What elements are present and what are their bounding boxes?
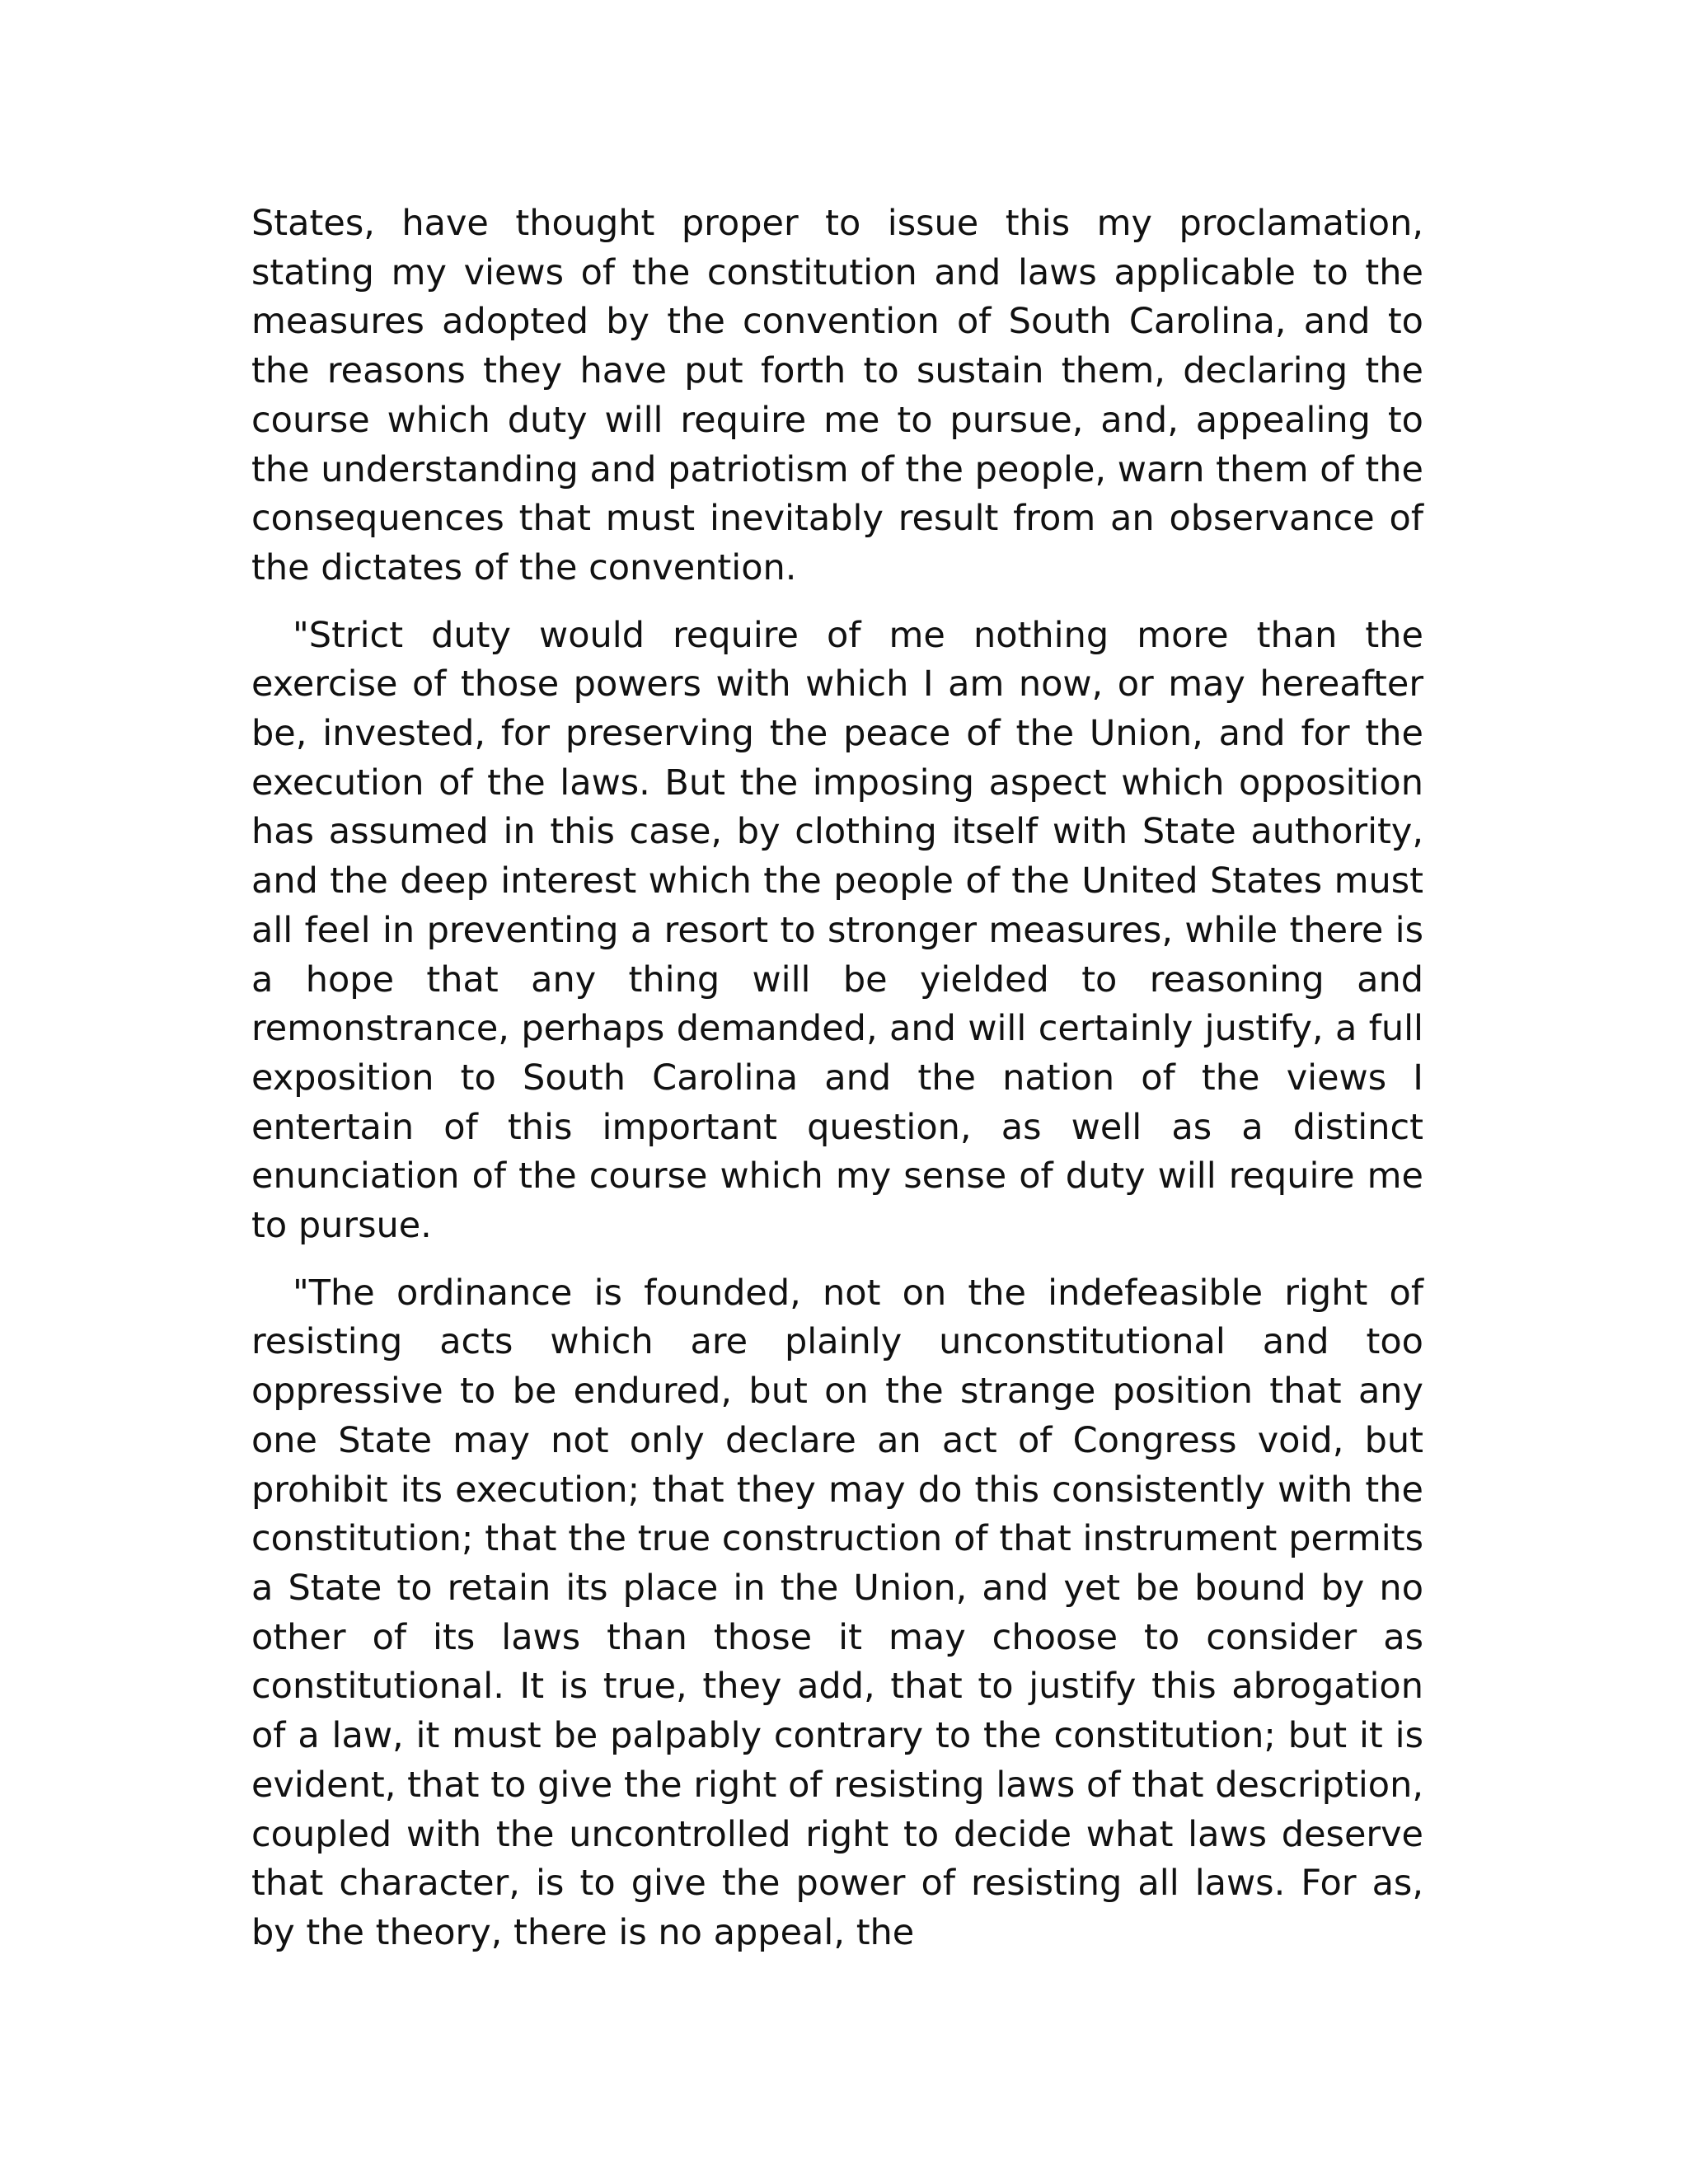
paragraph-2: "Strict duty would require of me nothing more than the exercise of those powers with which I am now, or may hereafter be, invested, for preserving the peace of the Union, and for the execution of the laws. But the imposing aspect which opposition has assumed in this case, by clothing itself with State authority, and the deep interest which the people of the United States must all feel in preventing a resort to stronger measures, while there is a hope that any thing will be yielded to reasoning and remonstrance, perhaps demanded, and will certainly justify, a full exposition to South Carolina and the nation of the views I entertain of this important question, as well as a distinct enunciation of the course which my sense of duty will require me to pursue. (251, 614, 1423, 1247)
body-text (251, 199, 1423, 1976)
paragraph-3: "The ordinance is founded, not on the indefeasible right of resisting acts which are plainly unconstitutional and too oppressive to be endured, but on the strange position that any one State may not only declare an act of Congress void, but prohibit its execution; that they may do this consistently with the constitution; that the true construction of that instrument permits a State to retain its place in the Union, and yet be bound by no other of its laws than those it may choose to consider as constitutional. It is true, they add, that to justify this abrogation of a law, it must be palpably contrary to the constitution; but it is evident, that to give the right of resisting laws of that description, coupled with the uncontrolled right to decide what laws deserve that character, is to give the power of resisting all laws. For as, by the theory, there is no appeal, the (251, 1272, 1423, 1953)
paragraph-1: States, have thought proper to issue this my proclamation, stating my views of the constitution and laws applicable to the measures adopted by the convention of South Carolina, and to the reasons they have put forth to sustain them, declaring the course which duty will require me to pursue, and, appealing to the understanding and patriotism of the people, warn them of the consequences that must inevitably result from an observance of the dictates of the convention. (251, 203, 1423, 588)
